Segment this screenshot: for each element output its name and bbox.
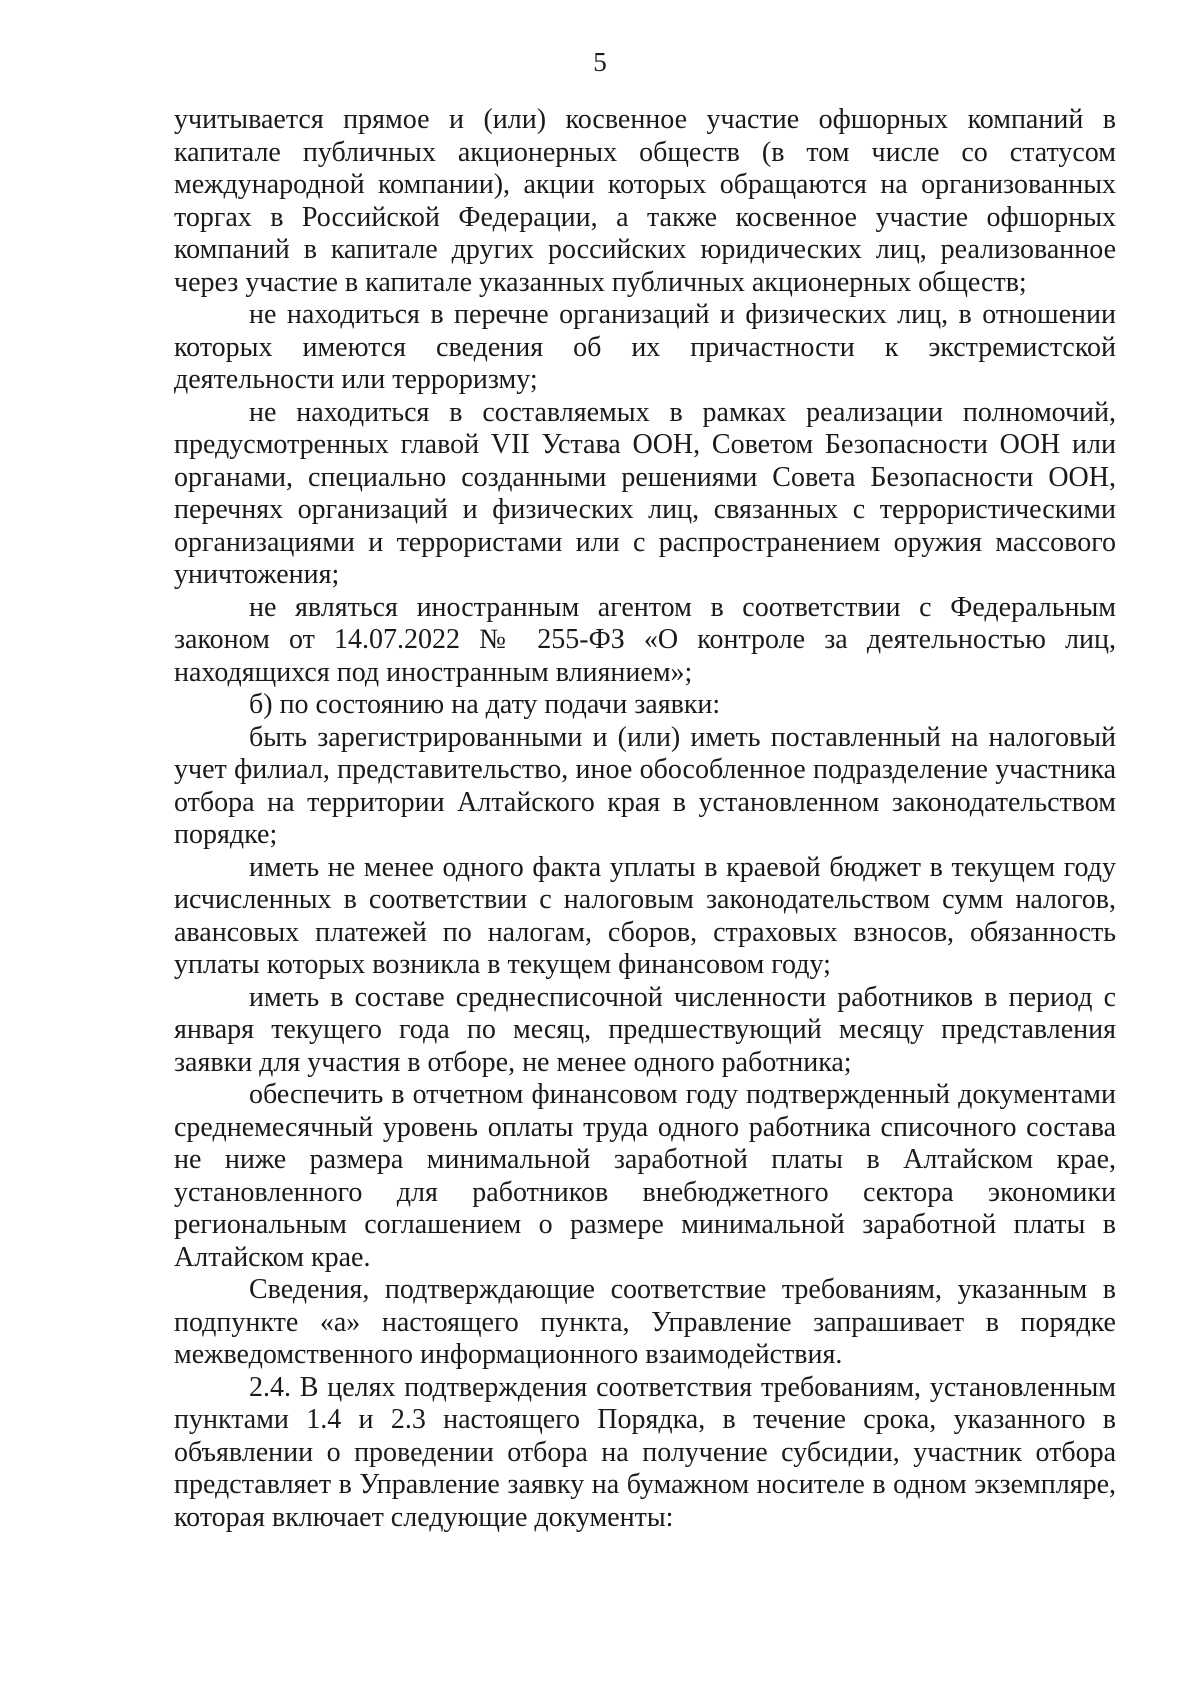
paragraph-un-sanctions-list: не находиться в составляемых в рамках реализации полномочий, предусмотренных главой VII Устава ООН, Советом Безопасности ООН или органами, специально созданными решениями Совета Безопасности ООН, перечнях организаций и физических лиц, связанных с террористическими организациями и террористами или с распространением оружия массового уничтожения; xyxy=(174,396,1116,590)
page-number: 5 xyxy=(593,47,607,77)
paragraph-registration: быть зарегистрированными и (или) иметь поставленный на налоговый учет филиал, представительство, иное обособленное подразделение участника отбора на территории Алтайского края в установленном законодательством порядке; xyxy=(174,721,1116,850)
paragraph-interagency-request: Сведения, подтверждающие соответствие требованиям, указанным в подпункте «а» настоящего пункта, Управление запрашивает в порядке межведомственного информационного взаимодействия. xyxy=(174,1274,1116,1370)
paragraph-minimum-wage: обеспечить в отчетном финансовом году подтвержденный документами среднемесячный уровень оплаты труда одного работника списочного состава не ниже размера минимальной заработной платы в Алтайском крае, установленного для работников внебюджетного сектора экономики региональным соглашением о размере минимальной заработной платы в Алтайском крае. xyxy=(174,1079,1116,1273)
paragraph-employees: иметь в составе среднесписочной численности работников в период с января текущего года по месяц, предшествующий месяцу представления заявки для участия в отборе, не менее одного работника; xyxy=(174,981,1116,1078)
paragraph-subitem-b: б) по состоянию на дату подачи заявки: xyxy=(249,689,721,720)
paragraph-extremism-list: не находиться в перечне организаций и физических лиц, в отношении которых имеются сведения об их причастности к экстремистской деятельности или терроризму; xyxy=(174,299,1116,395)
paragraph-offshore-participation: учитывается прямое и (или) косвенное участие офшорных компаний в капитале публичных акционерных обществ (в том числе со статусом международной компании), акции которых обращаются на организованных торгах в Российской Федерации, а также косвенное участие офшорных компаний в капитале других российских юридических лиц, реализованное через участие в капитале указанных публичных акционерных обществ; xyxy=(174,104,1116,298)
paragraph-foreign-agent: не являться иностранным агентом в соответствии с Федеральным законом от 14.07.2022 № 255-ФЗ «О контроле за деятельностью лиц, находящихся под иностранным влиянием»; xyxy=(174,591,1116,688)
document-body xyxy=(174,104,1116,1534)
paragraph-tax-payment: иметь не менее одного факта уплаты в краевой бюджет в текущем году исчисленных в соответствии с налоговым законодательством сумм налогов, авансовых платежей по налогам, сборов, страховых взносов, обязанность уплаты которых возникла в текущем финансовом году; xyxy=(174,851,1116,980)
paragraph-section-2-4: 2.4. В целях подтверждения соответствия требованиям, установленным пунктами 1.4 и 2.3 настоящего Порядка, в течение срока, указанного в объявлении о проведении отбора на получение субсидии, участник отбора представляет в Управление заявку на бумажном носителе в одном экземпляре, которая включает следующие документы: xyxy=(174,1371,1116,1533)
